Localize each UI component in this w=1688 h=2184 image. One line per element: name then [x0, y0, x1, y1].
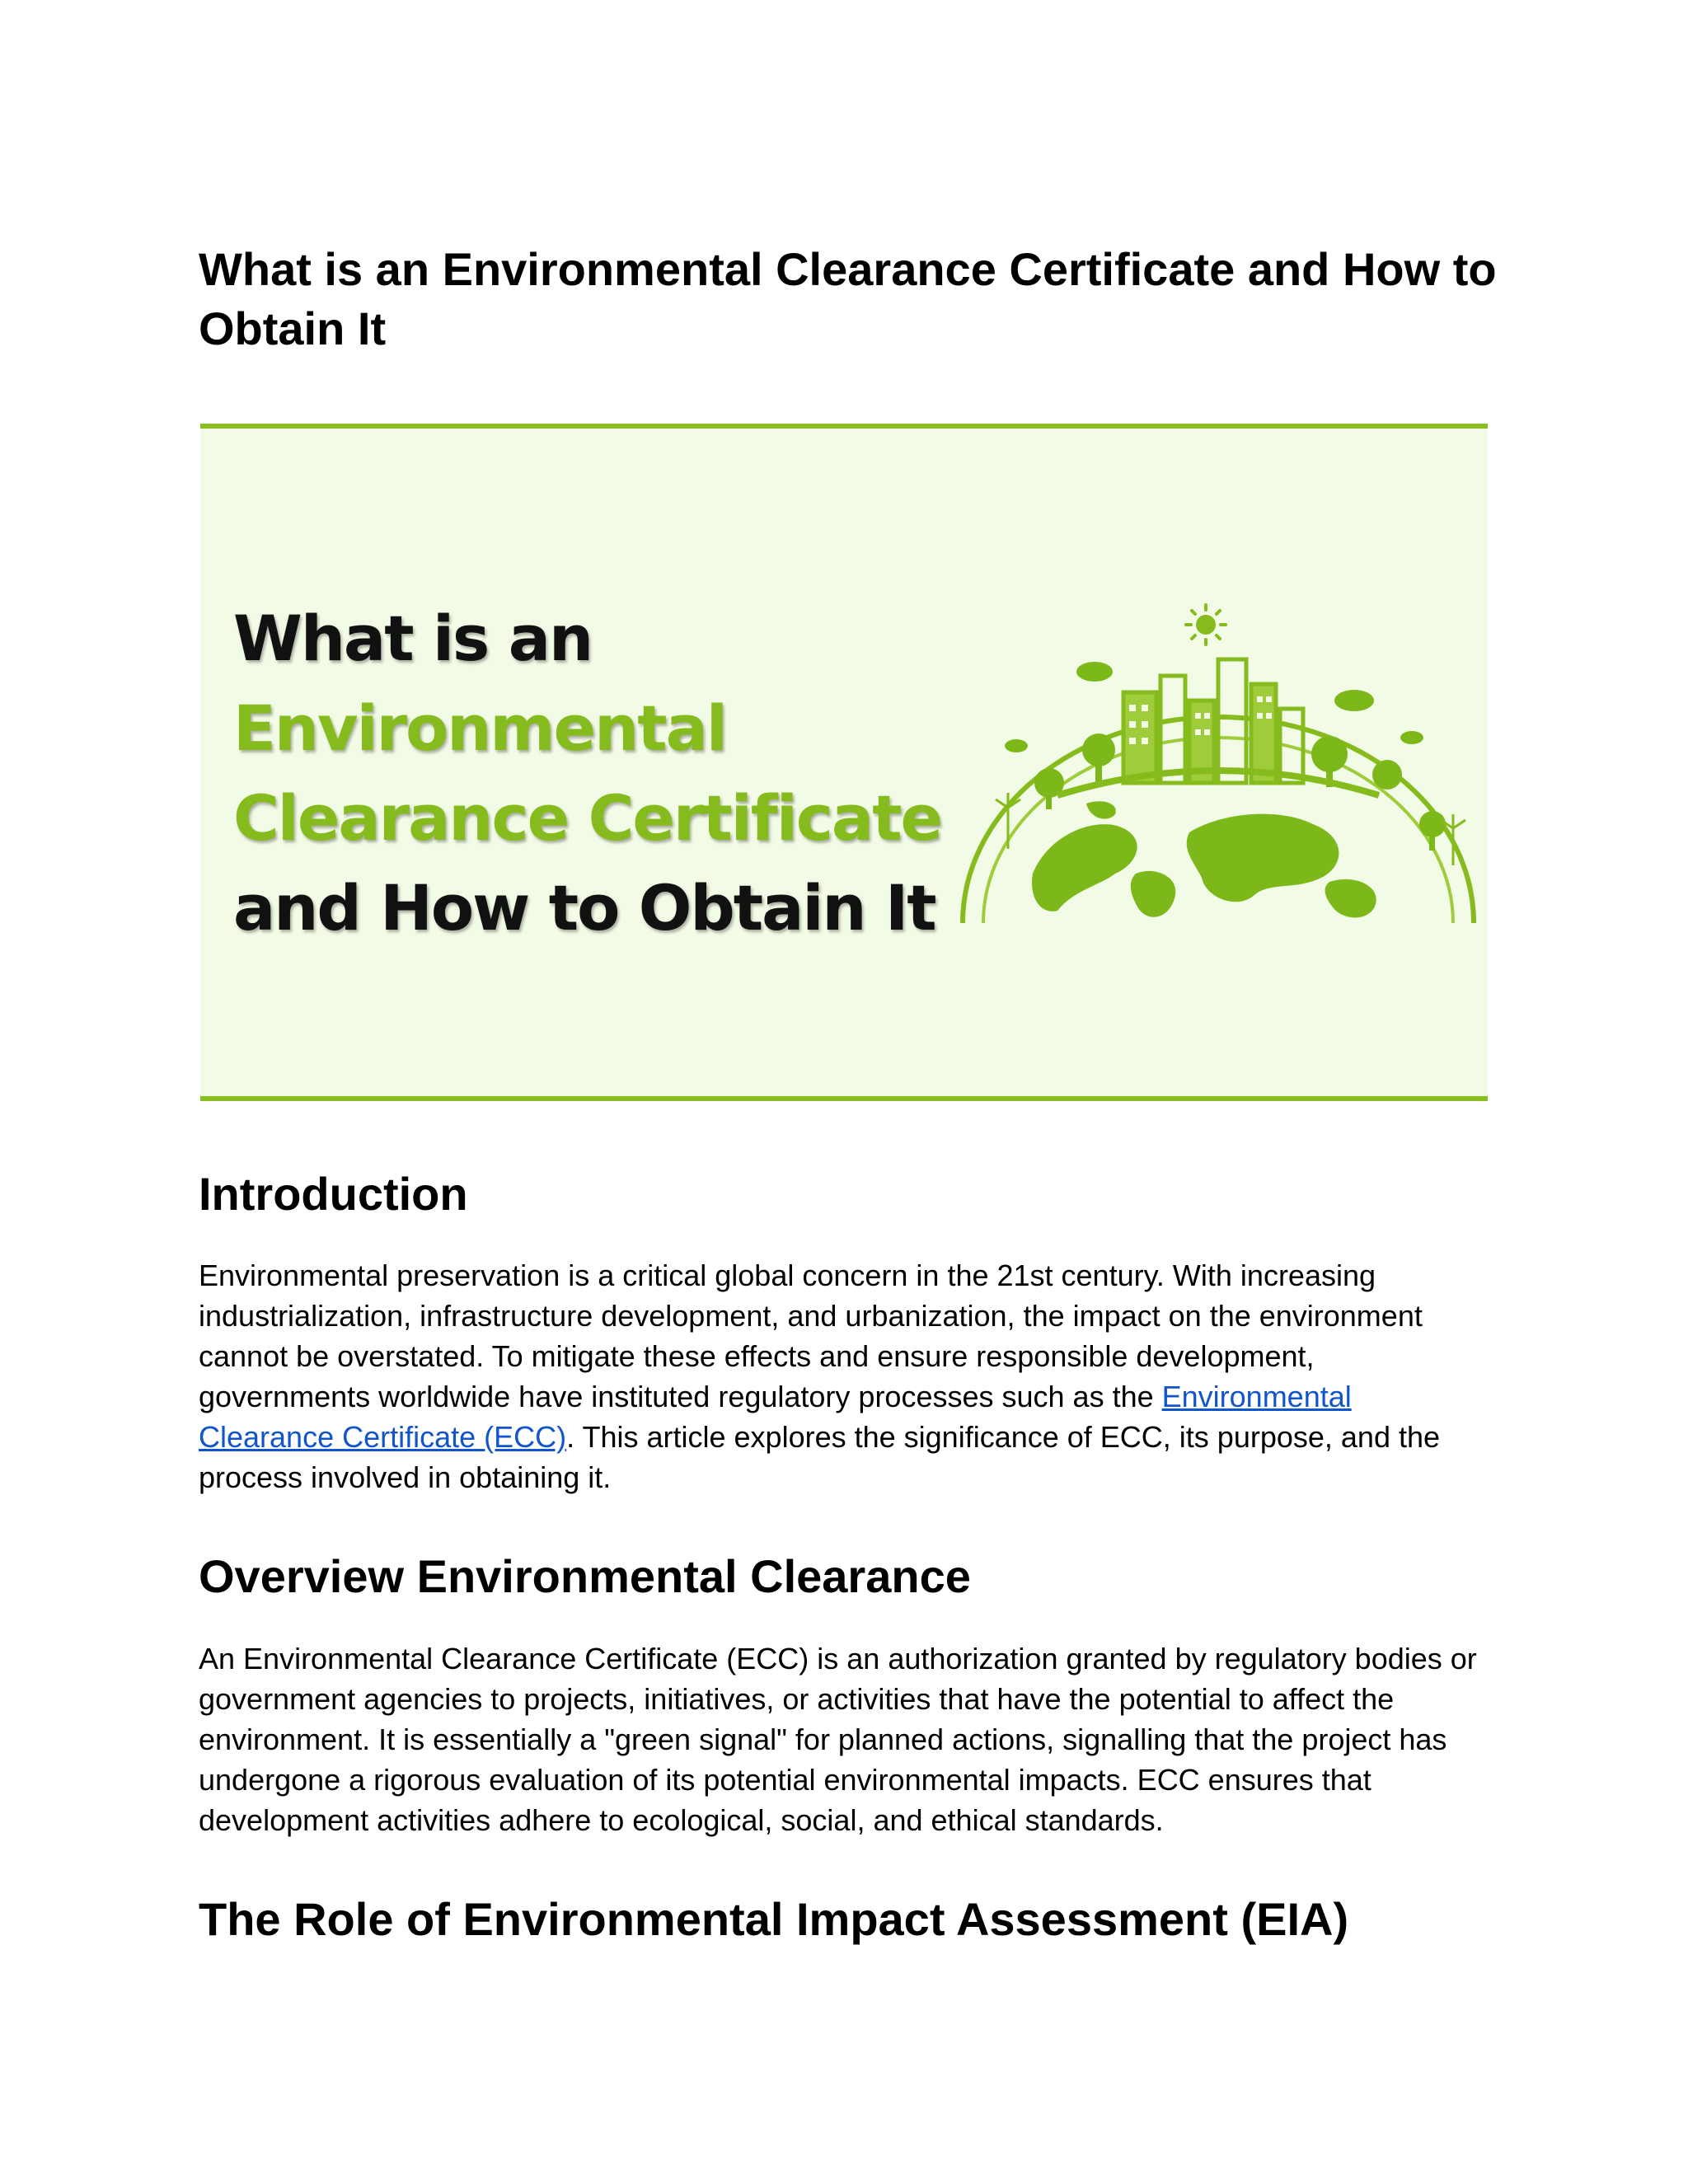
- page-title: What is an Environmental Clearance Certificate and How to Obtain It: [199, 243, 1497, 354]
- intro-paragraph: [199, 1255, 1493, 1497]
- banner-line-3: Clearance Certificate: [233, 781, 942, 855]
- intro-text-after: . This article explores the significance of ECC, its purpose, and the process involved in obtaining it.: [199, 1420, 1441, 1494]
- banner-line-2: Environmental: [233, 691, 726, 765]
- section-heading-introduction: Introduction: [199, 1168, 468, 1220]
- banner-heading: [233, 593, 975, 953]
- ecc-link[interactable]: Environmental Clearance Certificate (ECC): [199, 1380, 1352, 1454]
- banner-line-4: and How to Obtain It: [233, 871, 935, 944]
- overview-paragraph: An Environmental Clearance Certificate (ECC) is an authorization granted by regulatory bodies or government agencies to projects, initiatives, or activities that have the potential to affect the environment. It is essentially a "green signal" for planned actions, signalling that the project has undergone a rigorous evaluation of its potential environmental impacts. ECC ensures that development activities adhere to ecological, social, and ethical standards.: [199, 1642, 1477, 1837]
- banner-line-1: What is an: [233, 602, 593, 675]
- section-heading-overview: Overview Environmental Clearance: [199, 1550, 971, 1602]
- sun-icon: [1186, 605, 1226, 644]
- intro-text-before: Environmental preservation is a critical global concern in the 21st century. With increasing industrialization, infrastructure development, and urbanization, the impact on the environment cannot be overstated. To mitigate these effects and ensure responsible development, governments worldwide have instituted regulatory processes such as the: [199, 1258, 1423, 1413]
- section-heading-eia: The Role of Environmental Impact Assessment (EIA): [199, 1893, 1349, 1945]
- hero-banner: [200, 424, 1488, 1101]
- green-city-globe-icon: [959, 602, 1478, 931]
